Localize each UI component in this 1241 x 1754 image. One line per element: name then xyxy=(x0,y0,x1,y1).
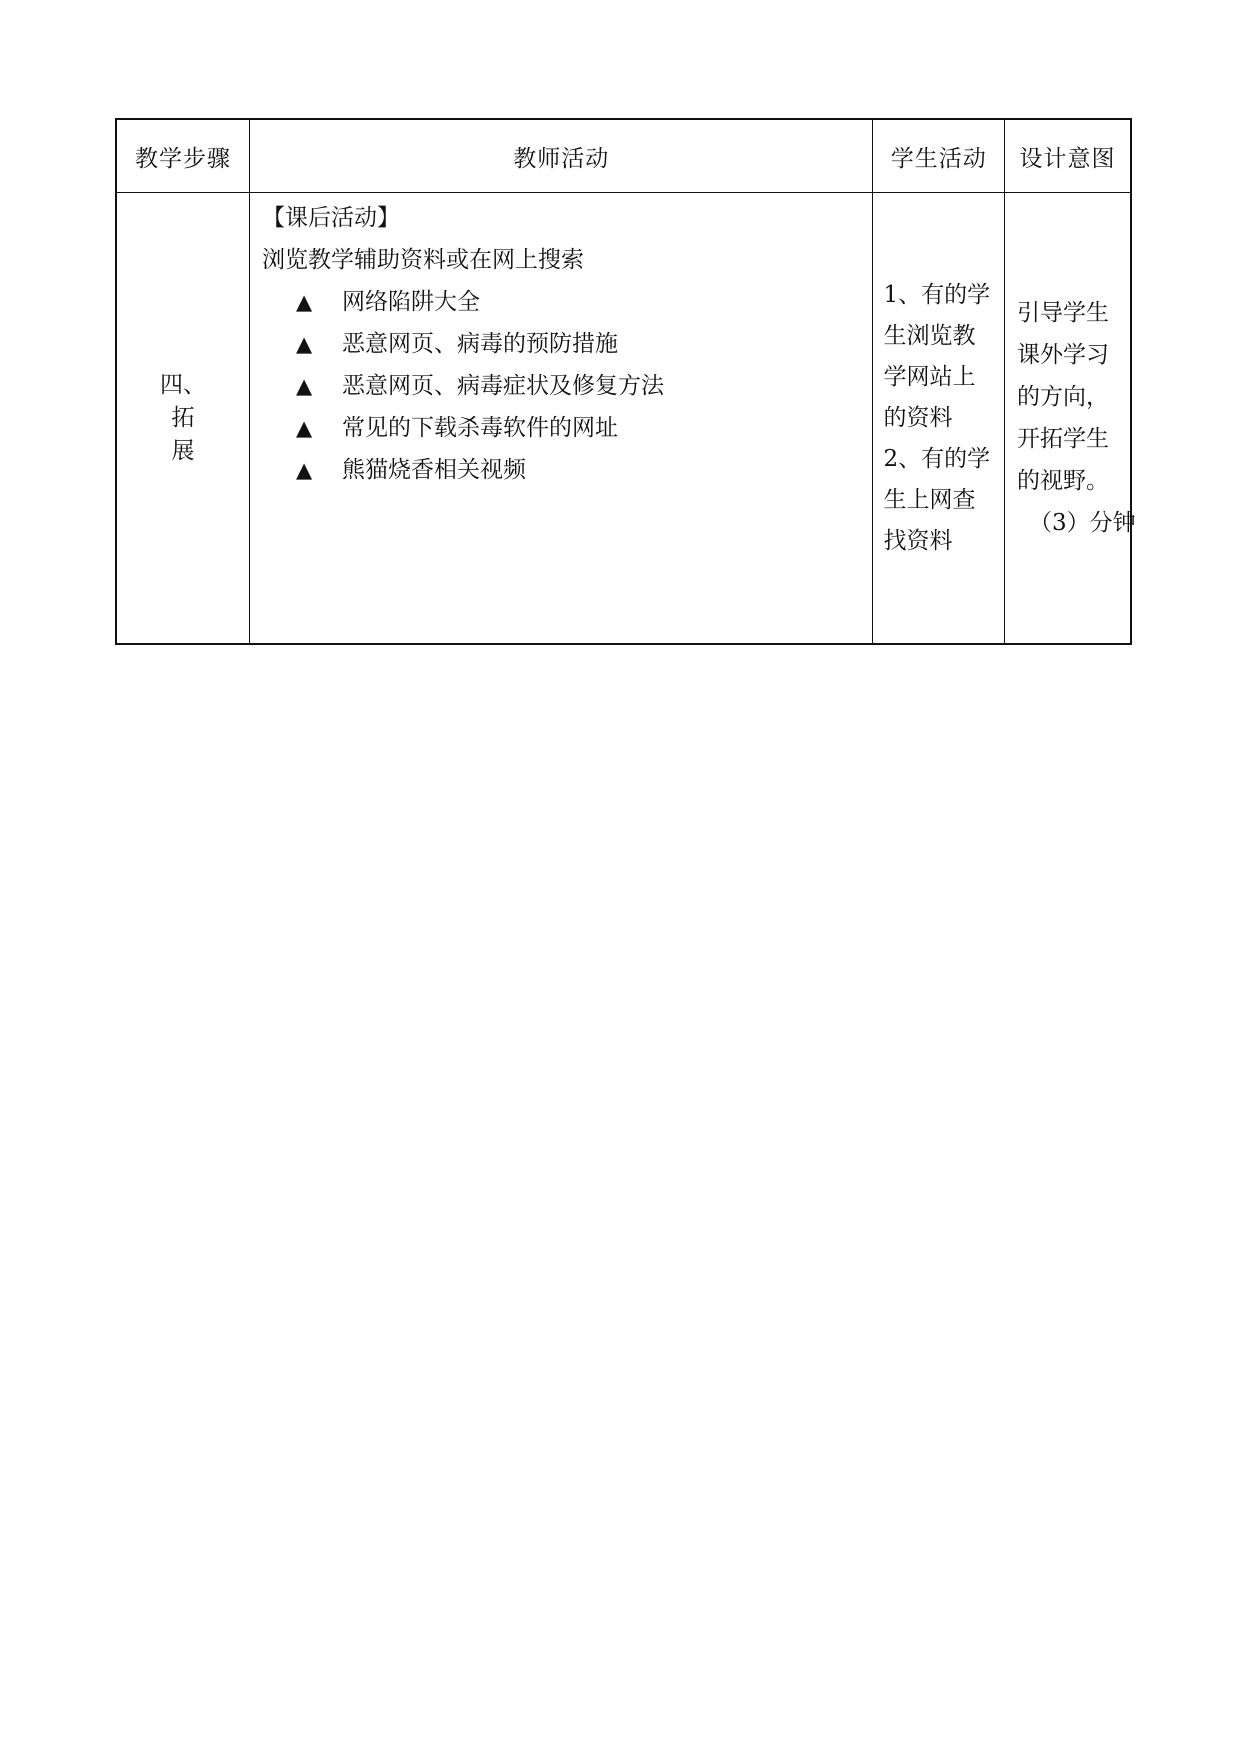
resource-list xyxy=(262,281,872,491)
student-activity-line: 1、有的学 xyxy=(883,281,991,308)
header-design-intent: 设计意图 xyxy=(1004,119,1131,193)
student-activity-cell xyxy=(873,193,1005,645)
list-item xyxy=(296,281,872,323)
header-row xyxy=(116,119,1131,193)
list-item-text: 熊猫烧香相关视频 xyxy=(342,457,527,483)
design-intent-line: 开拓学生 xyxy=(1016,426,1109,452)
student-activity-line: 2、有的学 xyxy=(883,445,991,472)
design-intent-line: 引导学生 xyxy=(1016,300,1109,326)
design-intent-line: 课外学习 xyxy=(1016,342,1109,368)
teacher-activity-cell xyxy=(250,193,873,645)
triangle-bullet-icon: ▲ xyxy=(296,458,313,482)
list-item-text: 恶意网页、病毒症状及修复方法 xyxy=(342,373,665,399)
list-item-text: 网络陷阱大全 xyxy=(342,289,481,315)
list-item xyxy=(296,365,872,407)
header-teaching-step: 教学步骤 xyxy=(116,119,250,193)
triangle-bullet-icon: ▲ xyxy=(296,290,313,314)
step-label-line: 拓 xyxy=(171,404,195,431)
section-title: 【课后活动】 xyxy=(262,205,401,231)
table-row xyxy=(116,193,1131,645)
student-activity-line: 生浏览教 xyxy=(883,322,976,349)
step-label-line: 展 xyxy=(171,437,195,464)
triangle-bullet-icon: ▲ xyxy=(296,332,313,356)
list-item-text: 恶意网页、病毒的预防措施 xyxy=(342,331,619,357)
student-activity-line: 的资料 xyxy=(883,404,953,431)
design-intent-line: 的视野。 xyxy=(1016,468,1109,494)
design-intent-cell xyxy=(1004,193,1136,645)
lesson-plan-table xyxy=(115,118,1136,645)
header-teacher-activity: 教师活动 xyxy=(250,119,873,193)
intro-text: 浏览教学辅助资料或在网上搜索 xyxy=(262,247,585,273)
student-activity-line: 学网站上 xyxy=(883,363,976,390)
triangle-bullet-icon: ▲ xyxy=(296,416,313,440)
header-student-activity: 学生活动 xyxy=(873,119,1005,193)
step-cell xyxy=(116,193,250,645)
step-label-line: 四、 xyxy=(160,371,206,398)
student-activity-line: 找资料 xyxy=(883,527,953,554)
list-item xyxy=(296,323,872,365)
time-allocation: （3）分钟 xyxy=(1028,510,1136,536)
list-item xyxy=(296,407,872,449)
student-activity-line: 生上网查 xyxy=(883,486,976,513)
list-item xyxy=(296,449,872,491)
design-intent-line: 的方向， xyxy=(1016,384,1109,410)
list-item-text: 常见的下载杀毒软件的网址 xyxy=(342,415,619,441)
triangle-bullet-icon: ▲ xyxy=(296,374,313,398)
